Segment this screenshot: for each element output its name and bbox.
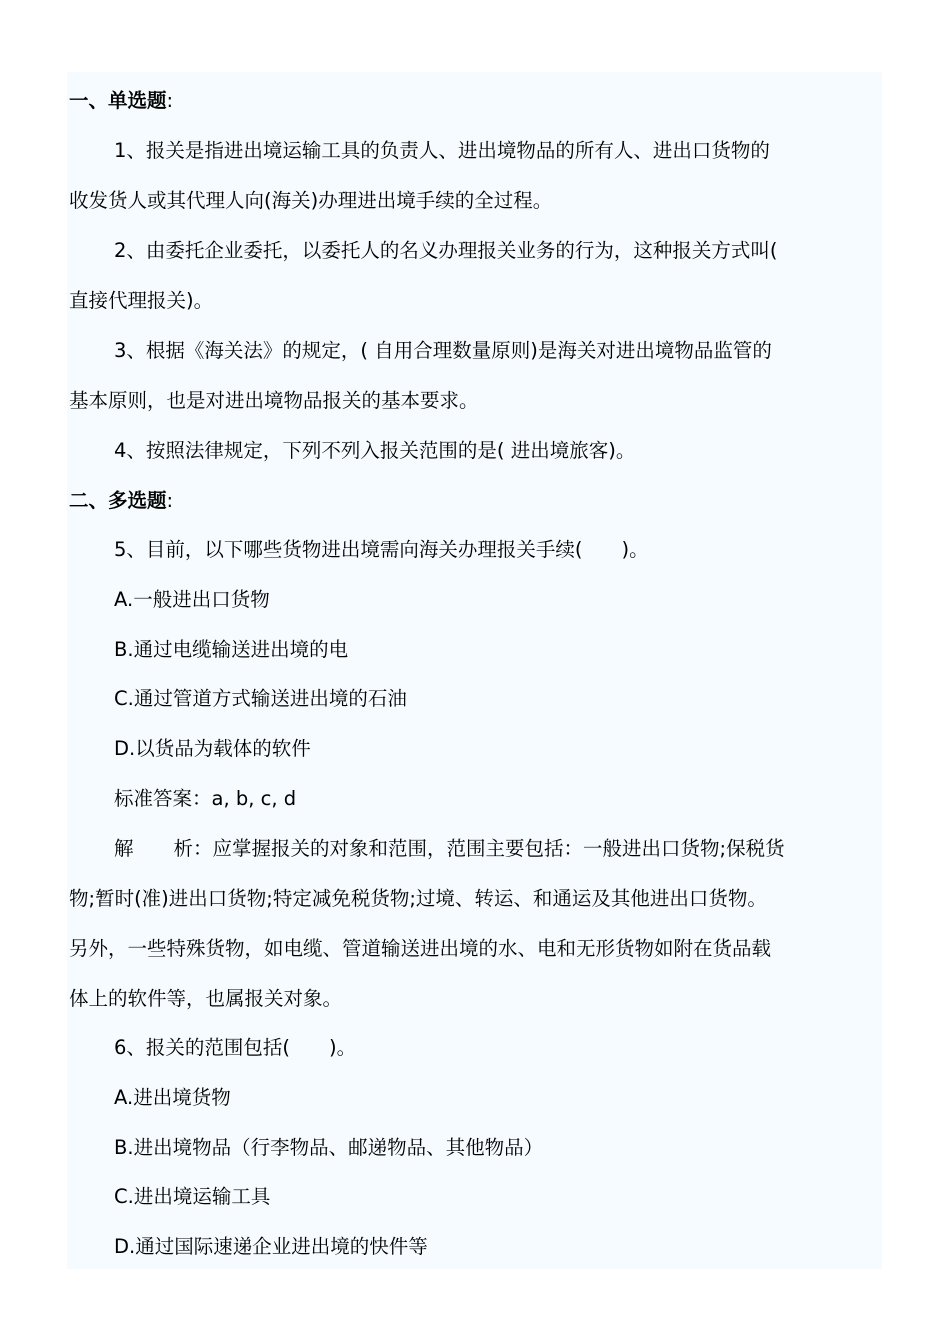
question-5-option-c: C.通过管道方式输送进出境的石油	[114, 687, 407, 710]
question-6-option-d: D.通过国际速递企业进出境的快件等	[114, 1235, 428, 1258]
section-heading-multiple-choice	[69, 488, 889, 514]
question-2-line-2: 直接代理报关)。	[69, 289, 214, 312]
section-colon: :	[166, 89, 174, 112]
question-1-line-2: 收发货人或其代理人向(海关)办理进出境手续的全过程。	[69, 189, 553, 212]
analysis-label-part-1: 解	[114, 837, 134, 860]
question-5-analysis-line-1	[114, 836, 889, 862]
question-5-analysis-line-2: 物;暂时(准)进出口货物;特定减免税货物;过境、转运、和通运及其他进出口货物。	[69, 887, 767, 910]
analysis-text: ：应掌握报关的对象和范围，范围主要包括：一般进出口货物;保税货	[193, 837, 785, 860]
question-5-stem: 5、目前，以下哪些货物进出境需向海关办理报关手续( )。	[114, 538, 649, 561]
section-colon: :	[166, 489, 174, 512]
question-2-line-1: 2、由委托企业委托，以委托人的名义办理报关业务的行为，这种报关方式叫(	[114, 239, 778, 262]
question-5-option-d: D.以货品为载体的软件	[114, 737, 311, 760]
question-5-analysis-line-4: 体上的软件等，也属报关对象。	[69, 987, 343, 1010]
section-title: 一、单选题	[69, 89, 167, 112]
question-6-stem: 6、报关的范围包括( )。	[114, 1036, 357, 1059]
question-6-option-a: A.进出境货物	[114, 1086, 231, 1109]
analysis-label-part-2: 析	[173, 837, 194, 860]
question-6-option-b: B.进出境物品（行李物品、邮递物品、其他物品）	[114, 1136, 544, 1159]
question-5-analysis-line-3: 另外，一些特殊货物，如电缆、管道输送进出境的水、电和无形货物如附在货品载	[69, 937, 772, 960]
section-heading-single-choice	[69, 88, 889, 114]
section-title: 二、多选题	[69, 489, 167, 512]
question-6-option-c: C.进出境运输工具	[114, 1185, 271, 1208]
question-1-line-1: 1、报关是指进出境运输工具的负责人、进出境物品的所有人、进出口货物的	[114, 139, 770, 162]
question-5-option-a: A.一般进出口货物	[114, 588, 270, 611]
question-3-line-2: 基本原则，也是对进出境物品报关的基本要求。	[69, 389, 479, 412]
question-3-line-1: 3、根据《海关法》的规定，( 自用合理数量原则)是海关对进出境物品监管的	[114, 339, 772, 362]
question-4-line-1: 4、按照法律规定，下列不列入报关范围的是( 进出境旅客)。	[114, 439, 636, 462]
question-5-option-b: B.通过电缆输送进出境的电	[114, 638, 349, 661]
question-5-answer: 标准答案：a, b, c, d	[114, 787, 297, 810]
